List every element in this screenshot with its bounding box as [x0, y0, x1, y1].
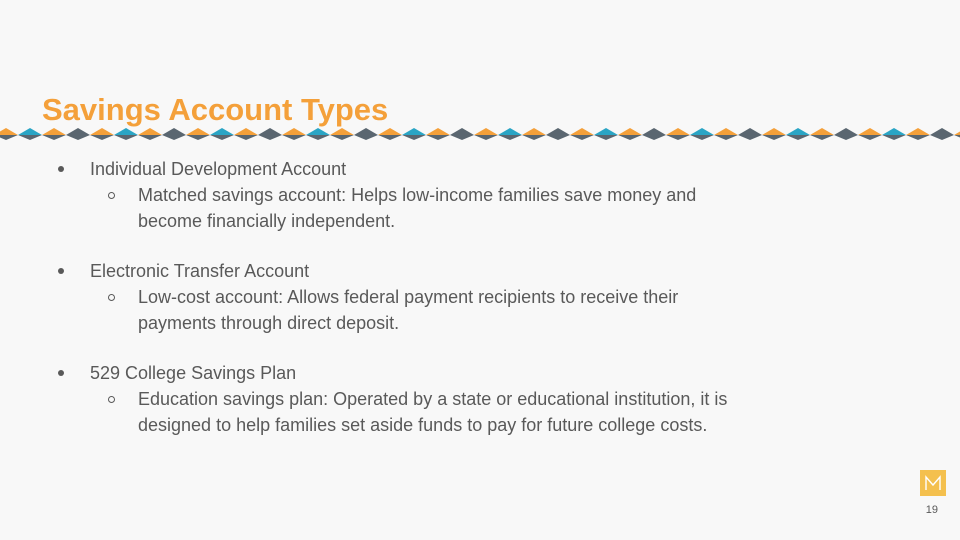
sub-bullet-icon: [108, 396, 115, 403]
strip-triangle: [402, 135, 426, 140]
sub-bullet-icon: [108, 294, 115, 301]
strip-triangle: [642, 128, 666, 135]
sub-bullet-line: Matched savings account: Helps low-income families save money and: [138, 185, 697, 205]
strip-triangle: [114, 135, 138, 140]
bullet-label: Electronic Transfer Account: [90, 261, 310, 281]
strip-triangle: [114, 128, 138, 135]
strip-triangle: [66, 135, 90, 140]
strip-triangle: [0, 135, 18, 140]
strip-triangle: [522, 135, 546, 140]
bullet-item-electronic-transfer-account: [58, 258, 878, 284]
strip-triangle: [306, 128, 330, 135]
strip-triangle: [18, 128, 42, 135]
strip-triangle: [714, 135, 738, 140]
strip-triangle: [786, 135, 810, 140]
strip-triangle: [354, 128, 378, 135]
strip-triangle: [810, 128, 834, 135]
strip-triangle: [330, 128, 354, 135]
strip-triangle: [426, 128, 450, 135]
strip-triangle: [90, 128, 114, 135]
slide-title: Savings Account Types: [42, 92, 389, 127]
sub-bullet: [58, 284, 878, 336]
strip-triangle: [786, 128, 810, 135]
strip-triangle: [258, 135, 282, 140]
strip-triangle: [930, 128, 954, 135]
strip-triangle: [930, 135, 954, 140]
strip-triangle: [570, 135, 594, 140]
strip-triangle: [474, 128, 498, 135]
strip-triangle: [210, 135, 234, 140]
strip-triangle: [258, 128, 282, 135]
sub-bullet-line: become financially independent.: [138, 211, 396, 231]
strip-triangle: [378, 128, 402, 135]
strip-triangle: [66, 128, 90, 135]
strip-triangle: [138, 128, 162, 135]
sub-bullet: [58, 386, 878, 438]
strip-triangle: [882, 128, 906, 135]
strip-triangle: [882, 135, 906, 140]
strip-triangle: [858, 128, 882, 135]
bullet-icon: [58, 370, 64, 376]
strip-triangle: [378, 135, 402, 140]
bullet-label: Individual Development Account: [90, 159, 347, 179]
strip-triangle: [834, 128, 858, 135]
strip-triangle: [306, 135, 330, 140]
strip-triangle: [162, 128, 186, 135]
strip-triangle: [522, 128, 546, 135]
sub-bullet: [58, 182, 878, 234]
strip-triangle: [714, 128, 738, 135]
strip-triangle: [186, 135, 210, 140]
strip-triangle: [642, 135, 666, 140]
strip-triangle: [42, 135, 66, 140]
bullet-label: 529 College Savings Plan: [90, 363, 297, 383]
strip-triangle: [234, 135, 258, 140]
bullet-icon: [58, 268, 64, 274]
strip-triangle: [0, 128, 18, 135]
strip-triangle: [546, 128, 570, 135]
strip-triangle: [474, 135, 498, 140]
m-logo-icon: [920, 470, 946, 496]
strip-triangle: [666, 128, 690, 135]
sub-bullet-line: Low-cost account: Allows federal payment recipients to receive their: [138, 287, 679, 307]
strip-triangle: [402, 128, 426, 135]
strip-triangle: [618, 135, 642, 140]
list-item: [58, 156, 878, 234]
strip-triangle: [282, 128, 306, 135]
strip-triangle: [186, 128, 210, 135]
strip-triangle: [762, 128, 786, 135]
strip-triangle: [498, 135, 522, 140]
strip-triangle: [42, 128, 66, 135]
strip-triangle: [282, 135, 306, 140]
list-item: [58, 360, 878, 438]
strip-triangle: [570, 128, 594, 135]
strip-triangle: [738, 135, 762, 140]
strip-triangle: [210, 128, 234, 135]
strip-triangle: [450, 135, 474, 140]
bullet-item-529-college-savings-plan: [58, 360, 878, 386]
strip-triangle: [594, 128, 618, 135]
strip-triangle: [354, 135, 378, 140]
page-number: 19: [925, 504, 938, 516]
sub-bullet-line: Education savings plan: Operated by a state or educational institution, it is: [138, 389, 728, 409]
decorative-border-strip: [0, 128, 960, 140]
bullet-list: [58, 156, 878, 438]
strip-triangle: [666, 135, 690, 140]
sub-bullet-line: designed to help families set aside funds to pay for future college costs.: [138, 415, 708, 435]
sub-bullet-icon: [108, 192, 115, 199]
bullet-icon: [58, 166, 64, 172]
strip-triangle: [690, 135, 714, 140]
strip-triangle: [162, 135, 186, 140]
sub-bullet-line: payments through direct deposit.: [138, 313, 400, 333]
strip-triangle: [738, 128, 762, 135]
strip-triangle: [810, 135, 834, 140]
strip-triangle: [498, 128, 522, 135]
strip-triangle: [762, 135, 786, 140]
strip-triangle: [906, 128, 930, 135]
strip-triangle: [138, 135, 162, 140]
strip-triangle: [90, 135, 114, 140]
strip-triangle: [234, 128, 258, 135]
bullet-item-individual-development-account: [58, 156, 878, 182]
strip-triangle: [954, 135, 960, 140]
strip-triangle: [594, 135, 618, 140]
list-item: [58, 258, 878, 336]
strip-triangle: [546, 135, 570, 140]
strip-triangle: [18, 135, 42, 140]
strip-triangle: [450, 128, 474, 135]
strip-triangle: [426, 135, 450, 140]
strip-triangle: [618, 128, 642, 135]
strip-triangle: [834, 135, 858, 140]
strip-triangle: [330, 135, 354, 140]
strip-triangle: [906, 135, 930, 140]
strip-triangle: [954, 128, 960, 135]
strip-triangle: [858, 135, 882, 140]
strip-triangle: [690, 128, 714, 135]
